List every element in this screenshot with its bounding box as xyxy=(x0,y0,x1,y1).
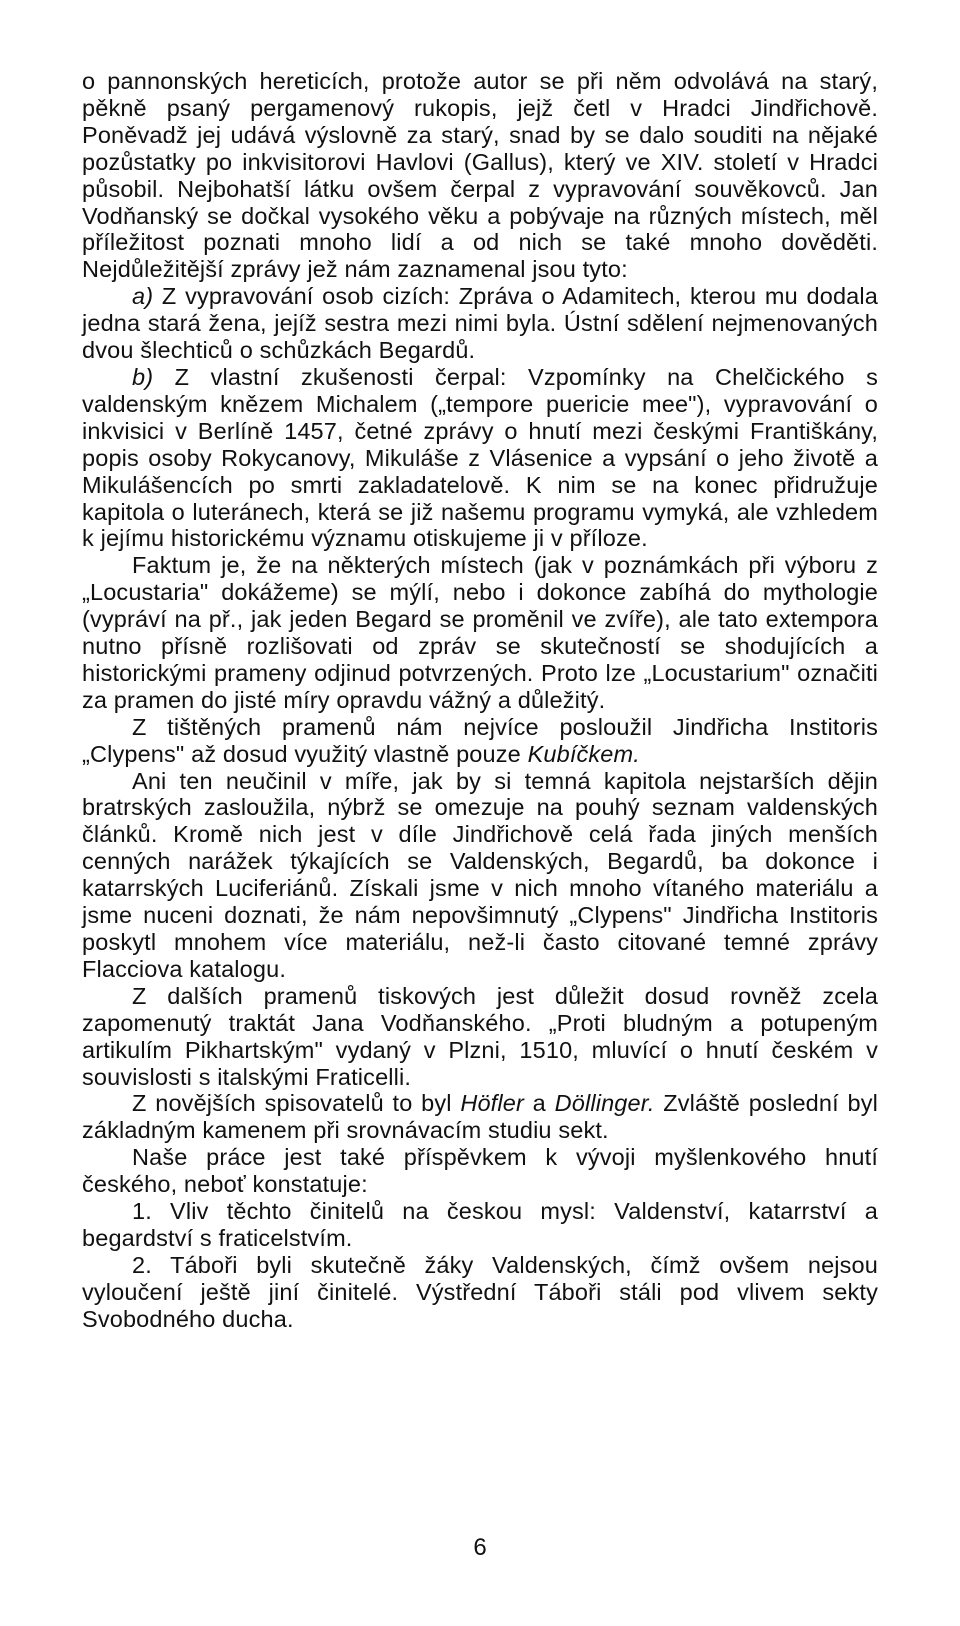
paragraph-source-a xyxy=(82,283,878,364)
newer-writers-mid: a xyxy=(523,1090,555,1117)
list-item-2: 2. Táboři byli skutečně žáky Valdenských, čímž ovšem nejsou vyloučení ještě jiní činitelé. Výstřední Táboři stáli pod vlivem sekty Svobodného ducha. xyxy=(82,1251,878,1332)
paragraph-newer-writers xyxy=(82,1090,878,1144)
paragraph-printed-sources xyxy=(82,714,878,768)
author-kubicek: Kubíčkem. xyxy=(527,740,640,767)
paragraph-source-b xyxy=(82,364,878,552)
list-item-1: 1. Vliv těchto činitelů na českou mysl: Valdenství, katarrství a begardství s fraticelstvím. xyxy=(82,1198,878,1251)
author-hofler: Höfler xyxy=(460,1090,524,1117)
body-text xyxy=(82,68,878,1333)
paragraph-faktum: Faktum je, že na některých místech (jak v poznámkách při výboru z „Locustaria" dokážeme) se mýlí, nebo i dokonce zabíhá do mythologie (vypráví na př., jak jeden Begard se proměnil ve zvíře), ale tato extempora nutno přísně rozlišovati od zpráv se skutečností se shodujících a historickými prameny odjinud potvrzených. Proto lze „Locustarium" označiti za pramen do jisté míry opravdu vážný a důležitý. xyxy=(82,552,878,713)
paragraph-source-b-text: Z vlastní zkušenosti čerpal: Vzpomínky na Chelčického s valdenským knězem Michalem („tempore puericie mee"), vypravování o inkvisici v Berlíně 1457, četné zprávy o hnutí mezi českými Františkány, popis osoby Rokycanovy, Mikuláše z Vlásenice a vypsání o jeho životě a Mikulášencích po smrti zakladatelově. K nim se na konec přidružuje kapitola o luteránech, která se již našemu programu vymyká, ale vzhledem k jejímu historickému významu otiskujeme ji v příloze. xyxy=(82,363,878,552)
paragraph-contribution: Naše práce jest také příspěvkem k vývoji myšlenkového hnutí českého, neboť konstatuje: xyxy=(82,1144,878,1198)
page-number: 6 xyxy=(473,1534,487,1561)
paragraph-further-sources: Z dalších pramenů tiskových jest důležit dosud rovněž zcela zapomenutý traktát Jana Vodňanského. „Proti bludným a potupeným artikulím Pikhartským" vydaný v Plzni, 1510, mluvící o hnutí českém v souvislosti s italskými Fraticelli. xyxy=(82,982,878,1090)
list-marker-b: b) xyxy=(132,363,154,390)
paragraph-source-a-text: Z vypravování osob cizích: Zpráva o Adamitech, kterou mu dodala jedna stará žena, jejíž sestra mezi nimi byla. Ústní sdělení nejmenovaných dvou šlechticů o schůzkách Begardů. xyxy=(82,283,878,364)
paragraph-clypens: Ani ten neučinil v míře, jak by si temná kapitola nejstarších dějin bratrských zasloužila, nýbrž se omezuje na pouhý seznam valdenských článků. Kromě nich jest v díle Jindřichově celá řada jiných menších cenných narážek týkajících se Valdenských, Begardů, ba dokonce i katarrských Luciferiánů. Získali jsme v nich mnoho vítaného materiálu a jsme nuceni doznati, že nám nepovšimnutý „Clypens" Jindřicha Institoris poskytl mnohem více materiálu, než-li často citované temné zprávy Flacciova katalogu. xyxy=(82,767,878,982)
author-dollinger: Döllinger. xyxy=(554,1090,655,1117)
paragraph-pannonian-heretics: o pannonských hereticích, protože autor se při něm odvolává na starý, pěkně psaný pergamenový rukopis, jejž četl v Hradci Jindřichově. Poněvadž jej udává výslovně za starý, snad by se dalo souditi na nějaké pozůstatky po inkvisitorovi Havlovi (Gallus), který ve XIV. století v Hradci působil. Nejbohatší látku ovšem čerpal z vypravování souvěkovců. Jan Vodňanský se dočkal vysokého věku a pobývaje na různých místech, měl příležitost poznati mnoho lidí a od nich se také mnoho dověděti. Nejdůležitější zprávy jež nám zaznamenal jsou tyto: xyxy=(82,68,878,283)
paragraph-printed-sources-text: Z tištěných pramenů nám nejvíce posloužil Jindřicha Institoris „Clypens" až dosud využitý vlastně pouze xyxy=(82,713,878,767)
list-marker-a: a) xyxy=(132,283,154,310)
newer-writers-post: Zvláště poslední byl základným kamenem při srovnávacím studiu sekt. xyxy=(82,1090,879,1144)
newer-writers-pre: Z novějších spisovatelů to byl xyxy=(132,1090,461,1117)
